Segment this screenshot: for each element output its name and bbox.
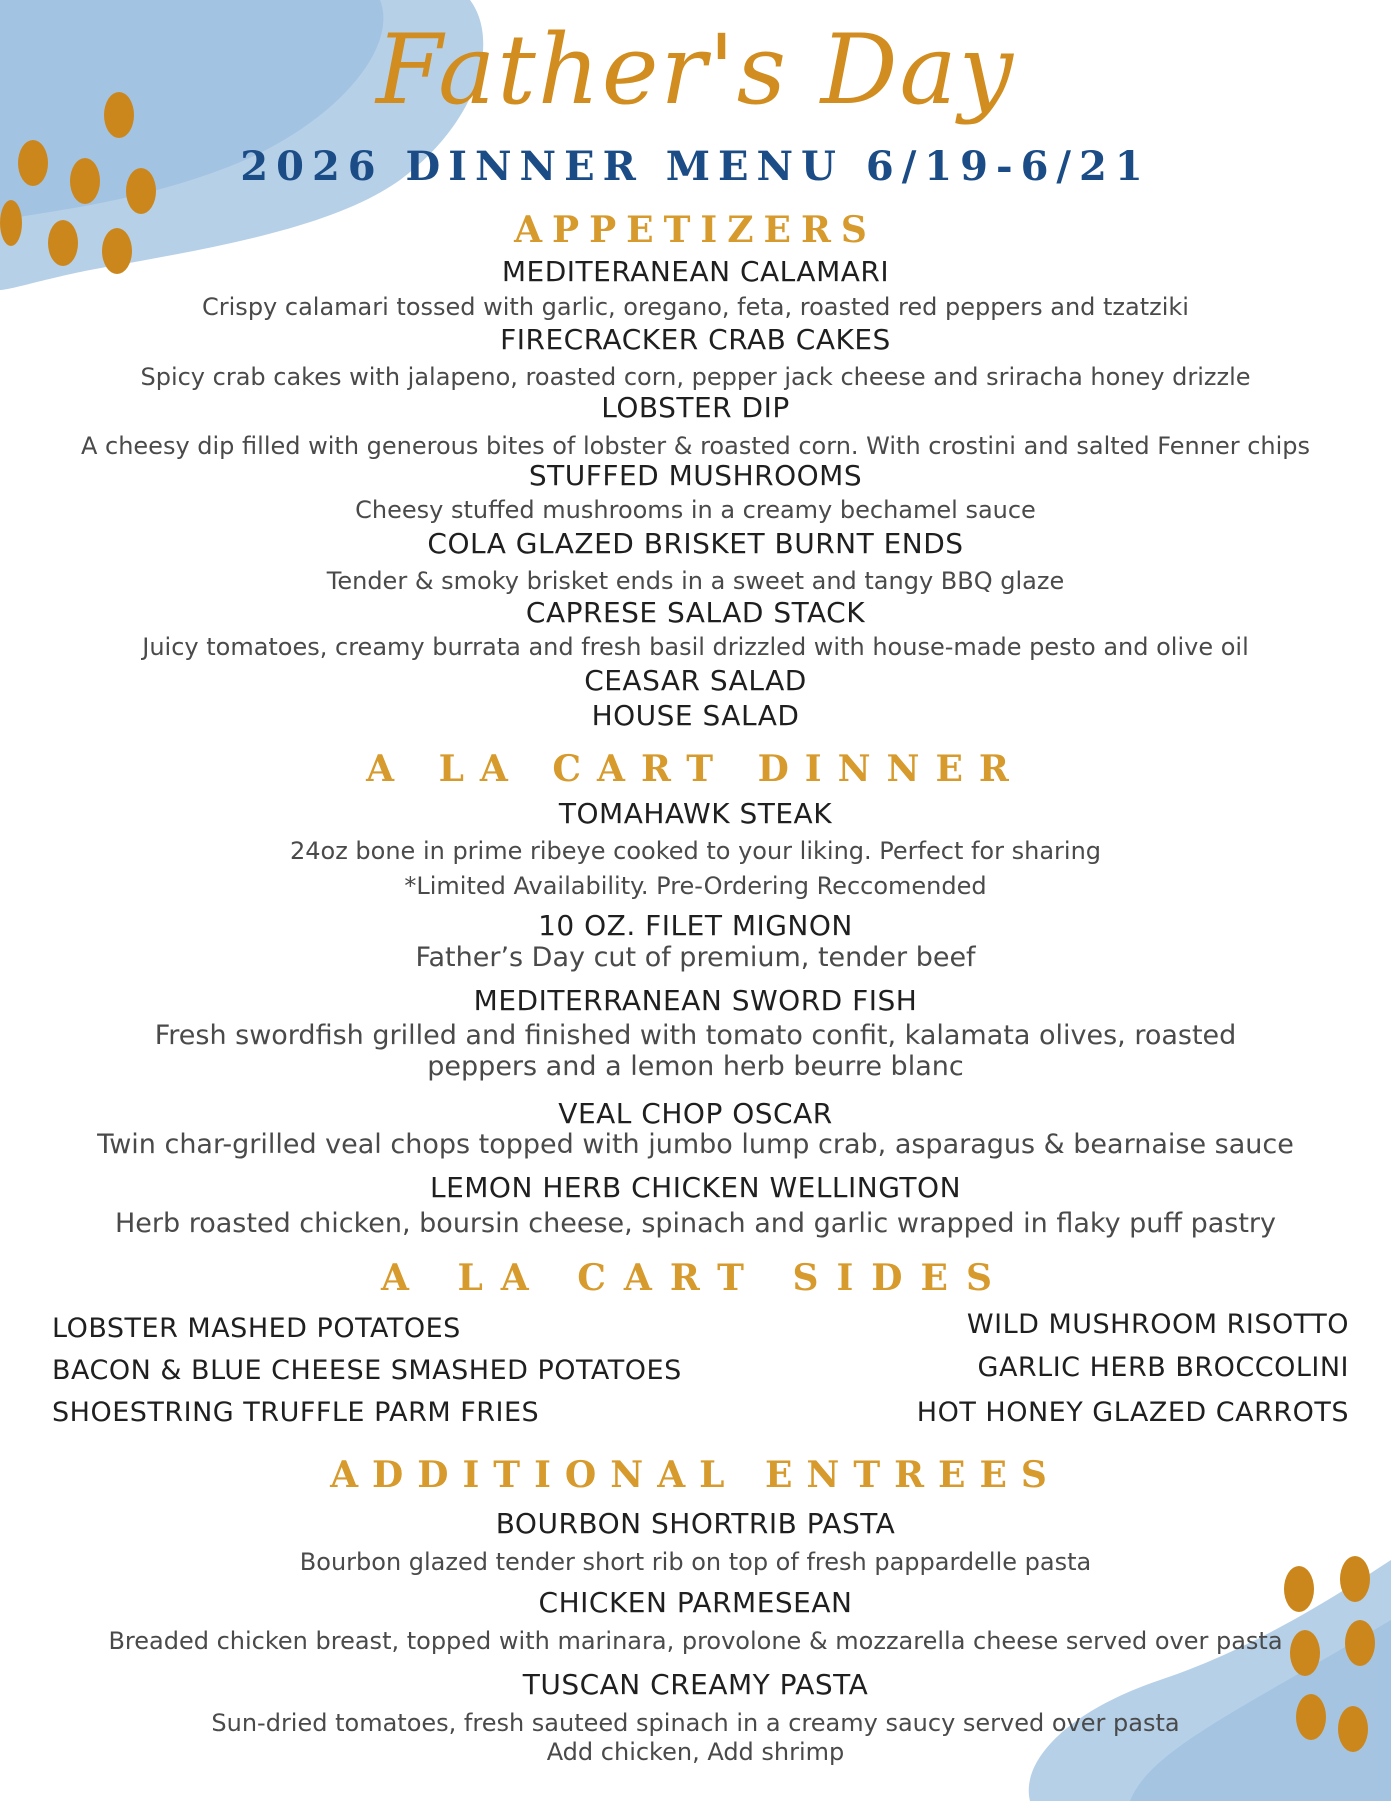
menu-item-description: Spicy crab cakes with jalapeno, roasted corn, pepper jack cheese and sriracha honey drizzle — [140, 363, 1251, 391]
script-title: Father's Day — [375, 14, 1016, 126]
section-heading-dinner: A LA CART DINNER — [366, 748, 1025, 790]
menu-item-name: BOURBON SHORTRIB PASTA — [495, 1507, 896, 1540]
menu-item-description: A cheesy dip filled with generous bites of lobster & roasted corn. With crostini and salted Fenner chips — [80, 432, 1311, 460]
menu-subtitle: 2026 DINNER MENU 6/19-6/21 — [240, 143, 1151, 190]
side-item: GARLIC HERB BROCCOLINI — [977, 1352, 1349, 1383]
menu-item-description: Tender & smoky brisket ends in a sweet and tangy BBQ glaze — [326, 567, 1065, 595]
menu-item-description: Herb roasted chicken, boursin cheese, spinach and garlic wrapped in flaky puff pastry — [115, 1208, 1276, 1239]
side-item: LOBSTER MASHED POTATOES — [52, 1313, 461, 1344]
menu-item-description: Breaded chicken breast, topped with marinara, provolone & mozzarella cheese served over pasta — [108, 1627, 1283, 1655]
side-item: HOT HONEY GLAZED CARROTS — [916, 1397, 1349, 1428]
menu-item-description: Sun-dried tomatoes, fresh sauteed spinach in a creamy saucy served over pasta — [211, 1709, 1180, 1737]
menu-item-note: *Limited Availability. Pre-Ordering Reccomended — [404, 872, 987, 900]
side-item: BACON & BLUE CHEESE SMASHED POTATOES — [52, 1355, 682, 1386]
section-heading-entrees: ADDITIONAL ENTREES — [330, 1454, 1061, 1496]
menu-item-description: Father’s Day cut of premium, tender beef — [415, 942, 976, 973]
section-heading-sides: A LA CART SIDES — [381, 1257, 1010, 1299]
menu-item-name: FIRECRACKER CRAB CAKES — [500, 323, 891, 356]
menu-item-name: TUSCAN CREAMY PASTA — [522, 1668, 869, 1701]
menu-item-name: CHICKEN PARMESEAN — [538, 1586, 853, 1619]
menu-item-name: CAPRESE SALAD STACK — [525, 596, 866, 629]
menu-item-name: 10 OZ. FILET MIGNON — [538, 909, 853, 942]
menu-item-name: STUFFED MUSHROOMS — [528, 459, 863, 492]
menu-item-description: Add chicken, Add shrimp — [546, 1738, 845, 1766]
menu-item-name: TOMAHAWK STEAK — [558, 797, 833, 830]
menu-item-description: Twin char-grilled veal chops topped with jumbo lump crab, asparagus & bearnaise sauce — [97, 1129, 1294, 1160]
menu-item-name: LOBSTER DIP — [601, 391, 790, 424]
menu-item-description: Fresh swordfish grilled and finished with tomato confit, kalamata olives, roasted — [154, 1020, 1237, 1051]
menu-item-description: 24oz bone in prime ribeye cooked to your liking. Perfect for sharing — [289, 837, 1102, 865]
menu-item-name: MEDITERANEAN CALAMARI — [501, 255, 890, 288]
menu-item-description: Bourbon glazed tender short rib on top of fresh pappardelle pasta — [299, 1548, 1092, 1576]
menu-item-description: Cheesy stuffed mushrooms in a creamy bechamel sauce — [355, 496, 1036, 524]
menu-item-name: COLA GLAZED BRISKET BURNT ENDS — [427, 527, 964, 560]
menu-item-description: peppers and a lemon herb beurre blanc — [427, 1051, 964, 1082]
menu-item-name: LEMON HERB CHICKEN WELLINGTON — [429, 1171, 962, 1204]
menu-item-name: VEAL CHOP OSCAR — [558, 1097, 833, 1130]
menu-item-name: HOUSE SALAD — [591, 699, 800, 732]
menu-item-description: Crispy calamari tossed with garlic, oregano, feta, roasted red peppers and tzatziki — [202, 293, 1189, 321]
section-heading-appetizers: APPETIZERS — [514, 209, 877, 251]
side-item: WILD MUSHROOM RISOTTO — [966, 1309, 1349, 1340]
menu-item-name: CEASAR SALAD — [584, 664, 807, 697]
menu-item-name: MEDITERRANEAN SWORD FISH — [473, 984, 918, 1017]
side-item: SHOESTRING TRUFFLE PARM FRIES — [52, 1397, 540, 1428]
menu-item-description: Juicy tomatoes, creamy burrata and fresh basil drizzled with house-made pesto and olive oil — [142, 633, 1249, 661]
